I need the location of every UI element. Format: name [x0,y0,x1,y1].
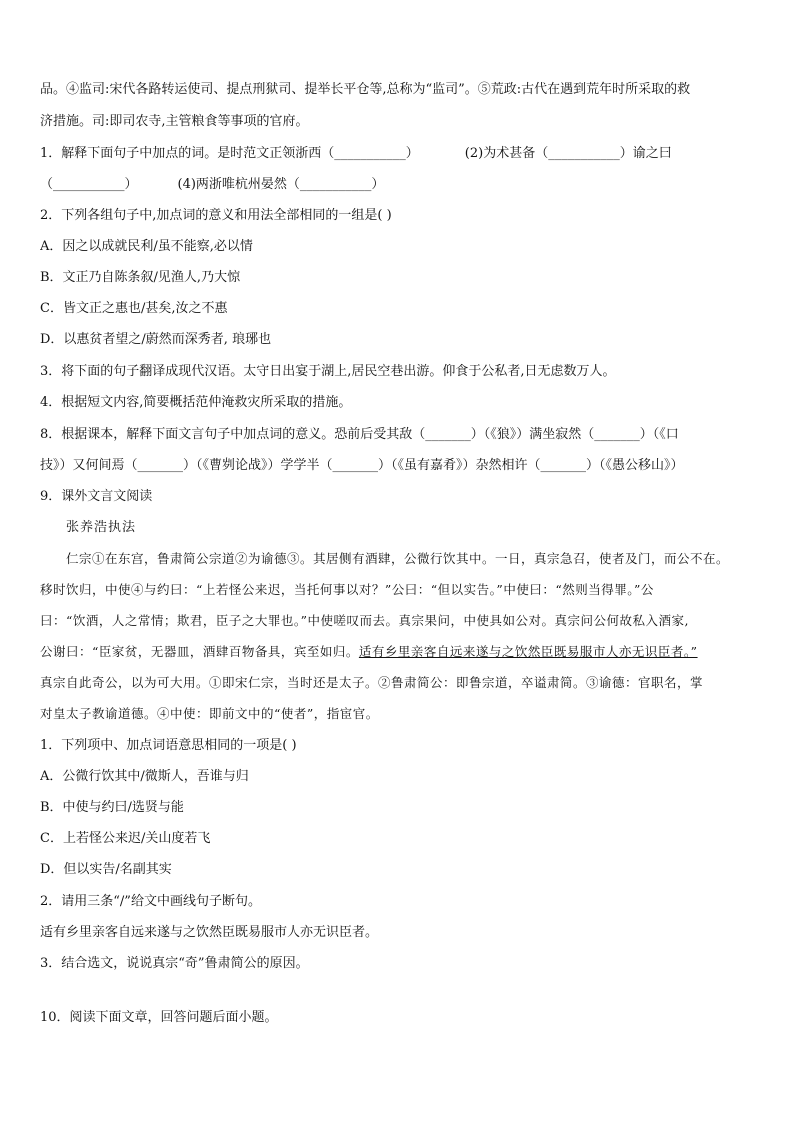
question-1-line-2 [40,175,760,195]
sub-question-1-stem: 1．下列项中、加点词语意思相同的一项是( ) [40,738,297,753]
passage-line-3: 曰：“饮酒，人之常情；欺君，臣子之大罪也。”中使嗟叹而去。真宗果问，中使具如公对。真宗问公何故私入酒家, [40,613,690,628]
question-9-heading: 9．课外文言文阅读 [40,489,153,504]
question-8-line-2: 技》）又何间焉（_______）（《曹刿论战》）学学半（_______）（《虽有嘉肴》）杂然相许（_______）（《愚公移山》） [40,458,684,473]
q1-part-3: （___________） [40,177,138,192]
passage-line-5: 真宗自此奇公，以为可大用。①即宋仁宗，当时还是太子。②鲁肃简公：即鲁宗道，卒谥肃简。③谕德：官职名，掌 [40,675,704,690]
q1-part-4: (4)两浙唯杭州晏然（___________） [177,177,385,192]
sub-question-2-stem: 2．请用三条“/”给文中画线句子断句。 [40,894,261,909]
q1-part-2: (2)为术甚备（___________）谕之曰 [464,146,672,161]
question-1-line-1 [40,144,760,164]
passage-line-4 [40,642,760,662]
q2-option-d: D．以惠贫者望之/蔚然而深秀者, 琅琊也 [40,332,272,347]
passage-line-4-start: 公谢曰：“臣家贫，无器皿，酒肆百物备具，宾至如归。 [40,644,359,659]
question-10: 10．阅读下面文章，回答问题后面小题。 [40,1010,278,1025]
q2-option-a: A．因之以成就民利/虽不能察,必以情 [40,239,253,254]
note-line-2: 济措施。司:即司农寺,主管粮食等事项的官府。 [40,114,309,129]
question-2-stem: 2．下列各组句子中,加点词的意义和用法全部相同的一组是( ) [40,208,392,223]
question-3: 3．将下面的句子翻译成现代汉语。太守日出宴于湖上,居民空巷出游。仰食于公私者,日无虑数万人。 [40,364,616,379]
note-line-1: 品。④监司:宋代各路转运使司、提点刑狱司、提举长平仓等,总称为“监司”。⑤荒政:古代在遇到荒年时所采取的救 [40,82,691,97]
question-8-line-1: 8．根据课本，解释下面文言句子中加点词的意义。恐前后受其敌（_______）（《狼》）满坐寂然（_______）（《口 [40,427,679,442]
q1-part-1: 1．解释下面句子中加点的词。是时范文正领浙西（___________） [40,146,419,161]
question-4: 4．根据短文内容,简要概括范仲淹救灾所采取的措施。 [40,395,352,410]
sub-question-3: 3．结合选文，说说真宗“奇”鲁肃简公的原因。 [40,956,309,971]
sub1-option-a: A．公微行饮其中/微斯人，吾谁与归 [40,769,249,784]
sub1-option-b: B．中使与约曰/选贤与能 [40,800,184,815]
sub1-option-c: C．上若怪公来迟/关山度若飞 [40,831,211,846]
passage-line-1: 仁宗①在东宫，鲁肃简公宗道②为谕德③。其居侧有酒肆，公微行饮其中。一日，真宗急召，使者及门，而公不在。 [66,551,730,566]
q2-option-c: C．皆文正之惠也/甚矣,汝之不惠 [40,301,228,316]
q2-option-b: B．文正乃自陈条叙/见渔人,乃大惊 [40,270,241,285]
passage-title: 张养浩执法 [66,520,137,535]
passage-line-2: 移时饮归，中使④与约曰：“上若怪公来迟，当托何事以对？”公曰：“但以实告。”中使曰：“然则当得罪。”公 [40,582,654,597]
underlined-sentence: 适有乡里亲客自远来遂与之饮然臣既易服市人亦无识臣者。” [358,644,698,659]
sub1-option-d: D．但以实告/名副其实 [40,862,172,877]
passage-line-6: 对皇太子教谕道德。④中使：即前文中的“使者”，指宦官。 [40,706,379,721]
sub-question-2-sentence: 适有乡里亲客自远来遂与之饮然臣既易服市人亦无识臣者。 [40,925,379,940]
